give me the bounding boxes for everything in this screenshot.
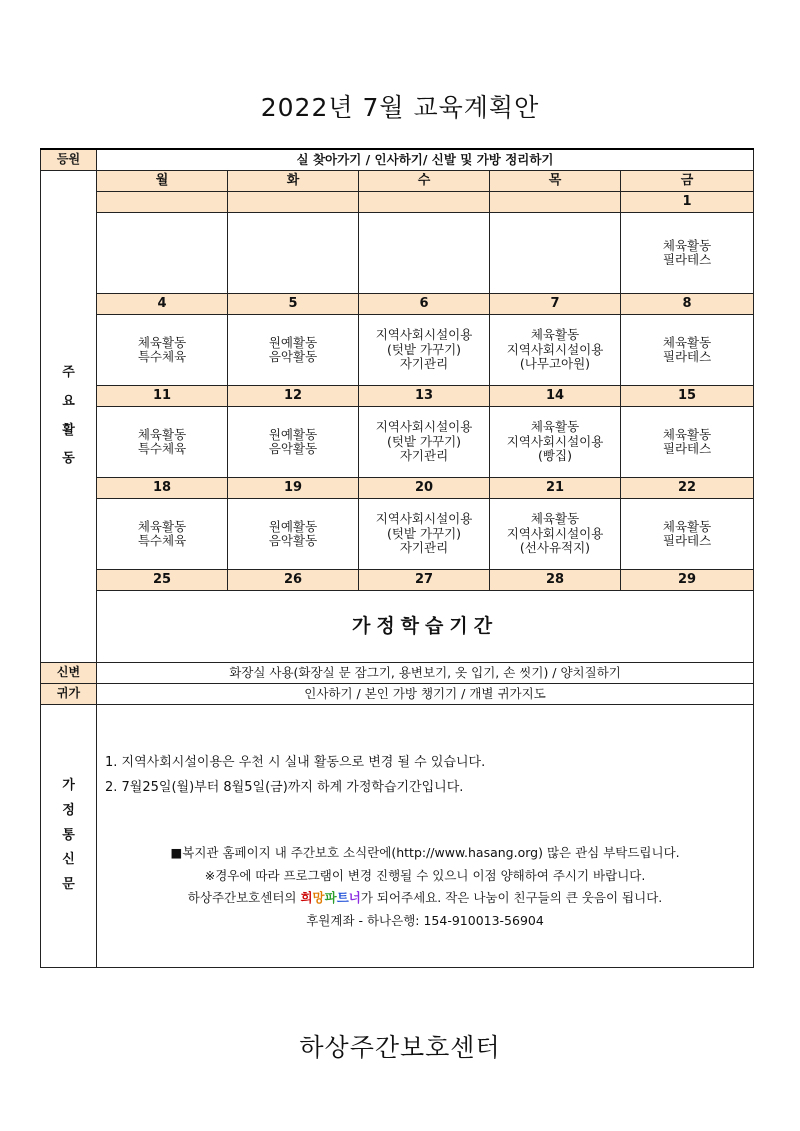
date-cell: 22 (621, 478, 754, 499)
activity-line: 체육활동 (530, 419, 580, 435)
activity-line: 필라테스 (662, 349, 712, 364)
activity-cell (97, 315, 228, 386)
activity-line: 체육활동 (530, 511, 580, 527)
going-home-text: 인사하기 / 본인 가방 챙기기 / 개별 귀가지도 (97, 684, 754, 705)
main-label-char: 동 (62, 451, 75, 467)
weekday-header: 금 (621, 171, 754, 192)
date-cell: 5 (228, 294, 359, 315)
activity-cell (490, 407, 621, 478)
activity-line: 체육활동 (137, 426, 187, 442)
program-change-note: ※경우에 따라 프로그램이 변경 진행될 수 있으니 이점 양해하여 주시기 바랍니다. (204, 867, 646, 883)
activity-line: 자기관리 (399, 540, 449, 556)
activity-line: 특수체육 (137, 349, 187, 364)
activity-cell (228, 315, 359, 386)
hope-partner-post: 가 되어주세요. 작은 나눔이 친구들의 큰 웃음이 됩니다. (360, 890, 663, 905)
activity-line: (나무고아원) (519, 356, 591, 372)
center-name-footer: 하상주간보호센터 (299, 1033, 501, 1062)
activity-line: 음악활동 (268, 349, 318, 364)
hope-partner-note (97, 887, 753, 910)
date-cell (97, 192, 228, 213)
activity-line: 체육활동 (137, 334, 187, 350)
activity-line: (텃밭 가꾸기) (386, 525, 462, 541)
date-cell: 19 (228, 478, 359, 499)
arrival-label: 등원 (41, 149, 97, 171)
activity-cell (97, 407, 228, 478)
donation-account: 후원계좌 - 하나은행: 154-910013-56904 (306, 912, 544, 928)
page-title: 2022년 7월 교육계획안 (260, 93, 540, 122)
activity-line: 필라테스 (662, 441, 712, 456)
activity-line: 음악활동 (268, 533, 318, 548)
activity-line: 원예활동 (268, 518, 318, 534)
activity-cell (490, 499, 621, 570)
activity-line: 특수체육 (137, 441, 187, 456)
activity-line: 필라테스 (662, 533, 712, 548)
weekday-header: 월 (97, 171, 228, 192)
date-cell: 20 (359, 478, 490, 499)
going-home-label: 귀가 (41, 684, 97, 705)
activity-cell (97, 499, 228, 570)
date-cell: 11 (97, 386, 228, 407)
hope-partner-pre: 하상주간보호센터의 (187, 890, 301, 905)
date-cell: 15 (621, 386, 754, 407)
activity-cell (621, 407, 754, 478)
newsletter-label (41, 705, 97, 968)
arrival-text: 실 찾아가기 / 인사하기/ 신발 및 가방 정리하기 (97, 149, 754, 171)
date-cell: 7 (490, 294, 621, 315)
activity-line: 필라테스 (662, 252, 712, 267)
activity-line: (선사유적지) (519, 540, 591, 556)
home-learning-period: 가정학습기간 (97, 591, 754, 663)
activity-cell (621, 499, 754, 570)
weekday-header: 목 (490, 171, 621, 192)
date-cell: 27 (359, 570, 490, 591)
activity-line: 지역사회시설이용 (506, 433, 604, 449)
newsletter-label-char: 통 (62, 827, 75, 843)
main-label-char: 요 (62, 393, 75, 409)
date-cell (228, 192, 359, 213)
date-cell: 28 (490, 570, 621, 591)
homepage-note: ■복지관 홈페이지 내 주간보호 소식란에(http://www.hasang.org) 많은 관심 부탁드립니다. (170, 845, 680, 860)
activity-line: 지역사회시설이용 (375, 419, 473, 435)
activity-line: 지역사회시설이용 (506, 525, 604, 541)
notice-item: 1. 지역사회시설이용은 우천 시 실내 활동으로 변경 될 수 있습니다. (105, 755, 486, 770)
main-label-char: 활 (62, 422, 75, 438)
activity-line: 지역사회시설이용 (506, 341, 604, 357)
newsletter-label-char: 정 (62, 802, 75, 818)
newsletter-label-char: 신 (62, 852, 75, 868)
activity-line: (텃밭 가꾸기) (386, 433, 462, 449)
date-cell: 14 (490, 386, 621, 407)
activity-cell (228, 213, 359, 294)
hope-char: 희 (300, 890, 313, 905)
activity-cell (359, 213, 490, 294)
activity-line: 지역사회시설이용 (375, 511, 473, 527)
activity-line: (텃밭 가꾸기) (386, 341, 462, 357)
activity-line: 체육활동 (662, 237, 712, 253)
activity-line: 자기관리 (399, 356, 449, 372)
activity-cell (359, 499, 490, 570)
main-activities-label (41, 171, 97, 663)
date-cell (490, 192, 621, 213)
activity-cell (621, 213, 754, 294)
activity-line: 체육활동 (662, 518, 712, 534)
activity-cell (359, 407, 490, 478)
activity-cell (490, 213, 621, 294)
toilet-label: 신변 (41, 663, 97, 684)
hope-char: 트 (336, 890, 349, 905)
activity-line: 체육활동 (137, 518, 187, 534)
activity-cell (490, 315, 621, 386)
date-cell: 12 (228, 386, 359, 407)
activity-line: 특수체육 (137, 533, 187, 548)
date-cell: 8 (621, 294, 754, 315)
weekday-header: 화 (228, 171, 359, 192)
activity-line: 원예활동 (268, 426, 318, 442)
toilet-text: 화장실 사용(화장실 문 잠그기, 용변보기, 옷 입기, 손 씻기) / 양치질하기 (97, 663, 754, 684)
weekday-header: 수 (359, 171, 490, 192)
date-cell (359, 192, 490, 213)
notice-item: 2. 7월25일(월)부터 8월5일(금)까지 하계 가정학습기간입니다. (105, 780, 464, 795)
date-cell: 6 (359, 294, 490, 315)
date-cell: 29 (621, 570, 754, 591)
activity-cell (621, 315, 754, 386)
date-cell: 25 (97, 570, 228, 591)
hope-char: 파 (324, 890, 337, 905)
activity-line: 원예활동 (268, 334, 318, 350)
date-cell: 4 (97, 294, 228, 315)
hope-char: 망 (312, 890, 325, 905)
activity-line: 지역사회시설이용 (375, 327, 473, 343)
activity-cell (228, 407, 359, 478)
date-cell: 1 (621, 192, 754, 213)
date-cell: 21 (490, 478, 621, 499)
main-label-char: 주 (62, 364, 75, 380)
hope-char: 너 (348, 890, 361, 905)
date-cell: 18 (97, 478, 228, 499)
activity-line: 체육활동 (662, 426, 712, 442)
activity-cell (97, 213, 228, 294)
date-cell: 13 (359, 386, 490, 407)
activity-line: 체육활동 (530, 327, 580, 343)
activity-cell (359, 315, 490, 386)
newsletter-label-char: 문 (62, 877, 75, 893)
activity-line: 자기관리 (399, 448, 449, 464)
activity-line: 음악활동 (268, 441, 318, 456)
education-plan-table (40, 148, 754, 968)
newsletter-label-char: 가 (62, 777, 75, 793)
activity-line: 체육활동 (662, 334, 712, 350)
activity-line: (빵집) (538, 448, 572, 464)
newsletter-content (97, 705, 754, 968)
activity-cell (228, 499, 359, 570)
date-cell: 26 (228, 570, 359, 591)
